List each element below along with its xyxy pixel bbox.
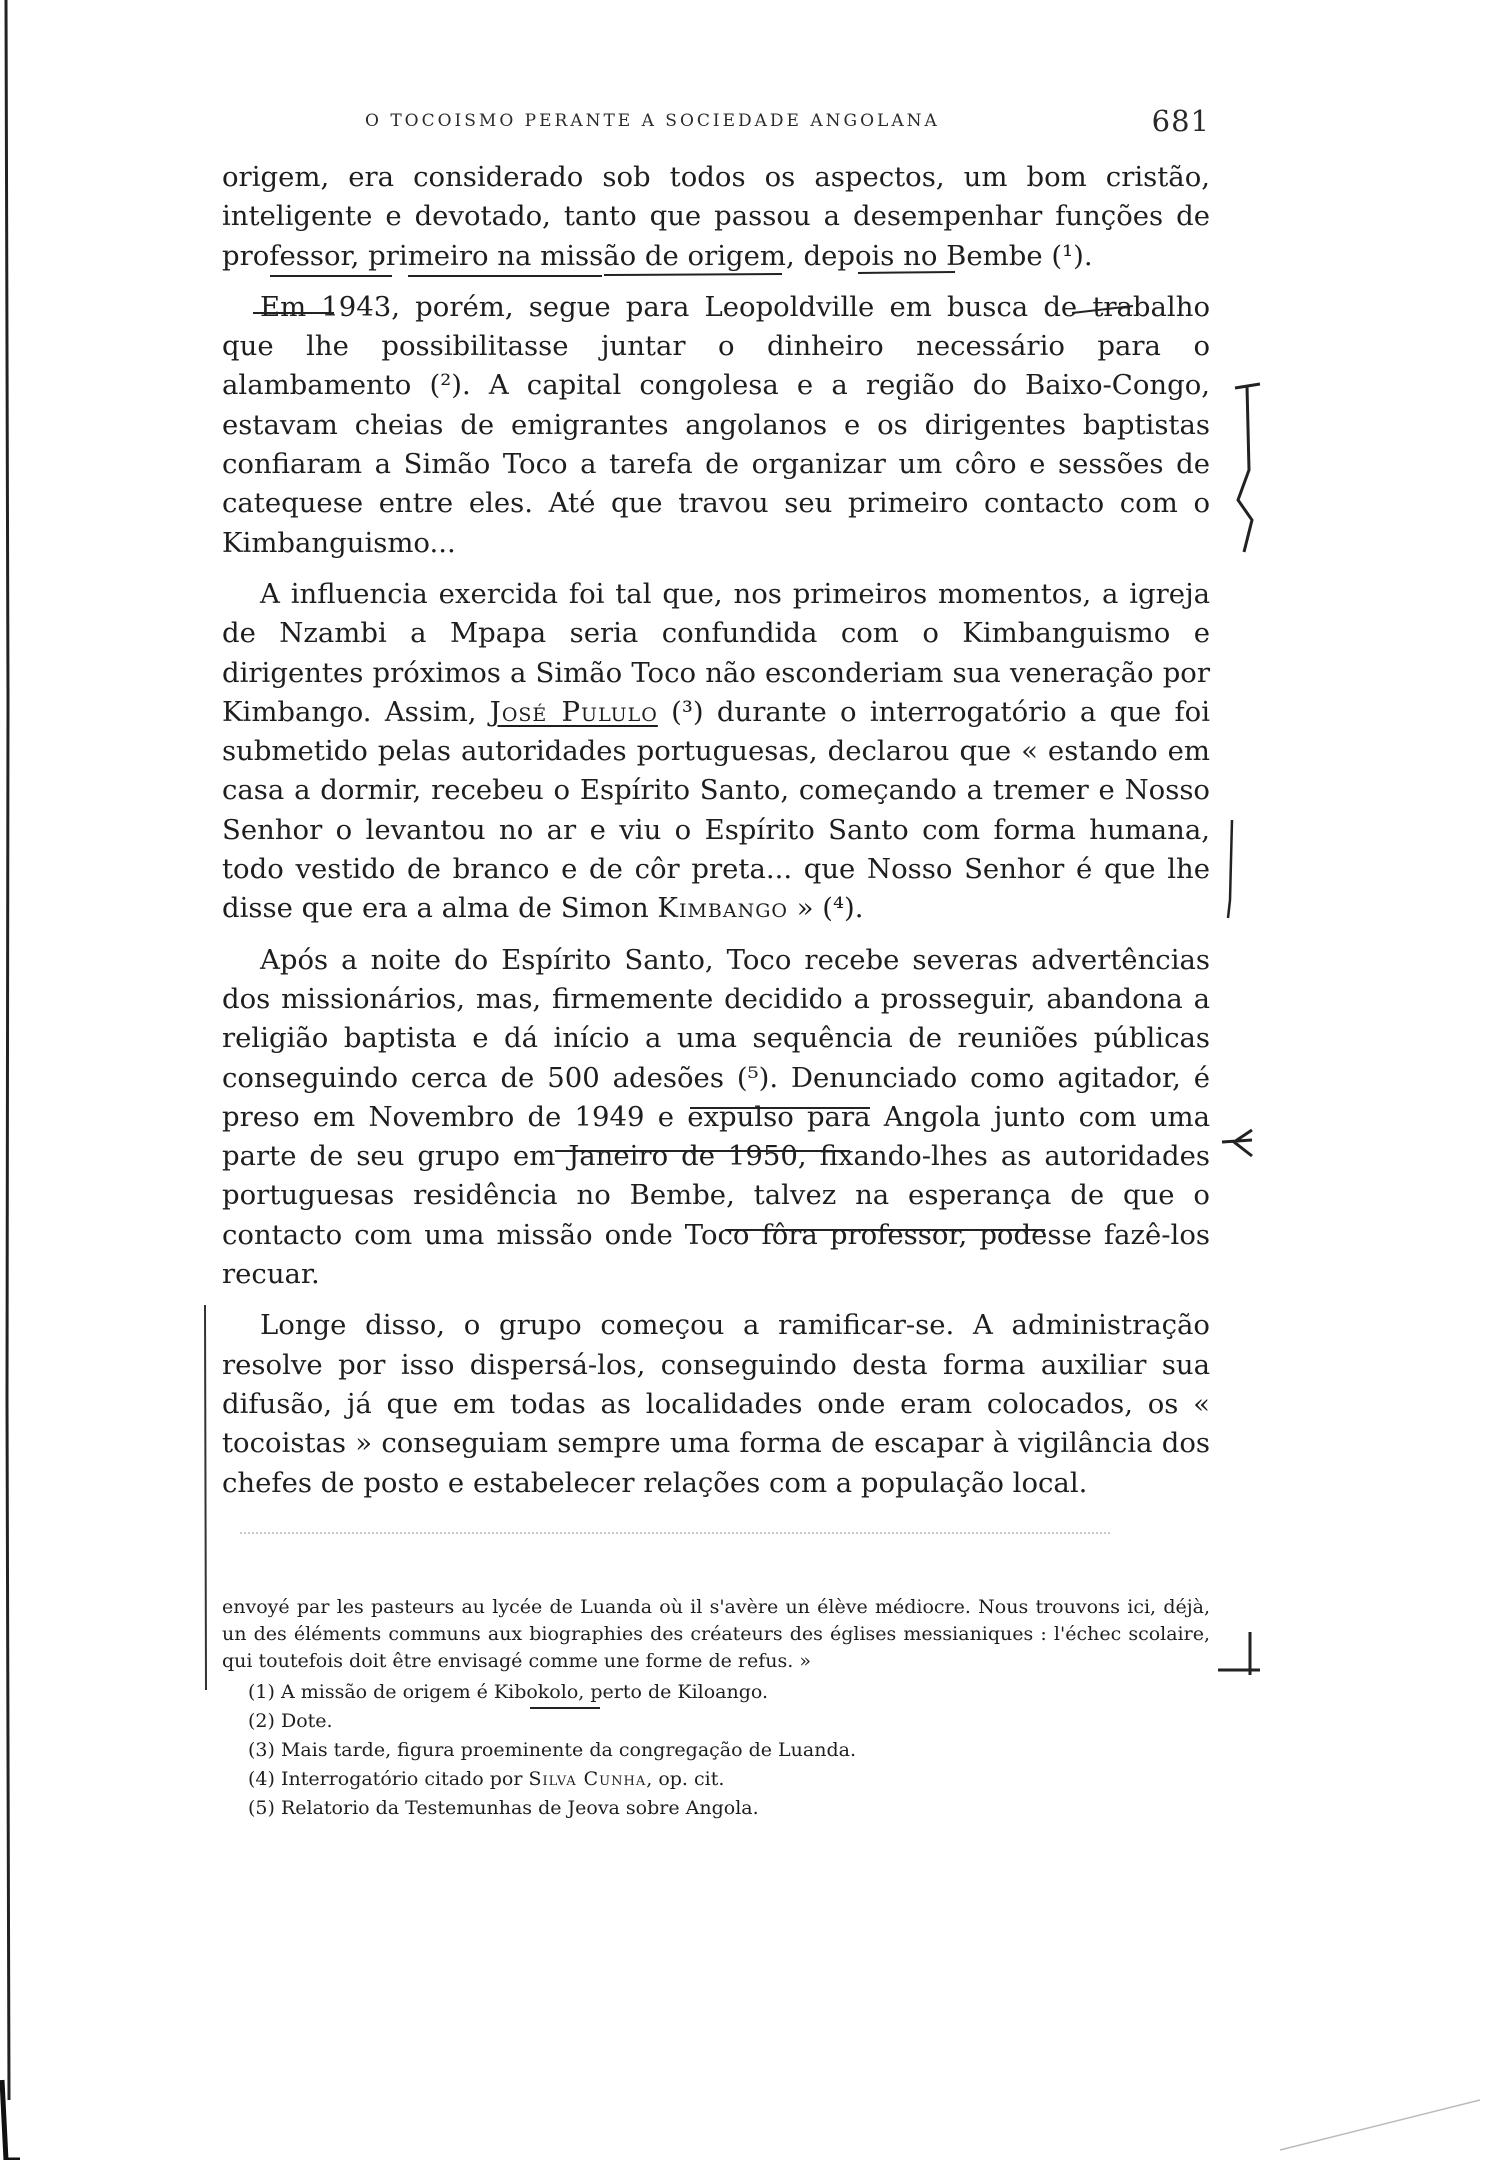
footnote-5 <box>248 1795 1210 1822</box>
paragraph-3-text-b: (³) durante o interrogatório a que foi submetido pelas autoridades portuguesas, declarou que « estando em casa a dormir, recebeu o Espírito Santo, começando a tremer e Nosso Senhor o levantou no ar e viu o Espírito Santo com forma humana, todo vestido de branco e de côr preta... que Nosso Senhor é que lhe disse que era a alma de Simon <box>222 695 1210 925</box>
footnote-number: (2) <box>248 1710 275 1732</box>
footnote-2 <box>248 1708 1210 1735</box>
paragraph-2: Em 1943, porém, segue para Leopoldville em busca de trabalho que lhe possibilitasse juntar o dinheiro necessário para o alambamento (²). A capital congolesa e a região do Baixo-Congo, estavam cheias de emigrantes angolanos e os dirigentes baptistas confiaram a Simão Toco a tarefa de organizar um côro e sessões de catequese entre eles. Até que travou seu primeiro contacto com o Kimbanguismo... <box>222 290 1210 559</box>
margin-bracket-mark <box>205 1305 206 1690</box>
margin-bracket-mark <box>1235 384 1260 552</box>
scan-edge-line <box>1280 2100 1480 2150</box>
footnote-text: Mais tarde, figura proeminente da congregação de Luanda. <box>280 1739 856 1761</box>
footnote-text: A missão de origem é Kibokolo, perto de Kiloango. <box>280 1681 769 1703</box>
footnote-1 <box>248 1679 1210 1706</box>
footnote-3 <box>248 1737 1210 1764</box>
person-name-kimbango: Kimbango <box>657 892 788 925</box>
margin-bracket-mark <box>1228 820 1232 918</box>
margin-arrow-mark <box>1218 1632 1260 1675</box>
footnote-number: (5) <box>248 1797 275 1819</box>
binding-edge-line <box>6 0 9 2100</box>
footnote-continuation: envoyé par les pasteurs au lycée de Luanda où il s'avère un élève médiocre. Nous trouvons ici, déjà, un des éléments communs aux biographies des créateurs des églises messianiques : l'échec scolaire, qui toutefois doit être envisagé comme une forme de refus. » <box>222 1596 1210 1672</box>
footnote-4 <box>248 1766 1210 1793</box>
footnote-text: Dote. <box>280 1710 333 1732</box>
footnote-author: Silva Cunha <box>528 1768 647 1790</box>
binding-edge-shadow <box>2 2080 20 2160</box>
footnote-number: (3) <box>248 1739 275 1761</box>
paragraph-3-text-a: A influencia exercida foi tal que, nos primeiros momentos, a igreja de Nzambi a Mpapa seria confundida com o Kimbanguismo e dirigentes próximos a Simão Toco não esconderiam sua veneração por Kimbango. Assim, <box>222 577 1210 728</box>
person-name-pululo: José Pululo <box>489 695 658 728</box>
paragraph-1: origem, era considerado sob todos os aspectos, um bom cristão, inteligente e devotado, tanto que passou a desempenhar funções de professor, primeiro na missão de origem, depois no Bembe (¹). <box>222 161 1210 272</box>
footnote-separator <box>240 1532 1110 1534</box>
main-text <box>222 158 1210 1515</box>
paragraph-5: Longe disso, o grupo começou a ramificar-se. A administração resolve por isso dispersá-los, conseguindo desta forma auxiliar sua difusão, já que em todas as localidades onde eram colocados, os « tocoistas » conseguiam sempre uma forma de escapar à vigilância dos chefes de posto e estabelecer relações com a população local. <box>222 1309 1210 1499</box>
paragraph-3 <box>222 575 1210 929</box>
page-number: 681 <box>1151 104 1210 138</box>
running-head <box>365 104 1210 138</box>
footnote-text: , op. cit. <box>646 1768 725 1790</box>
footnote-text: Relatorio da Testemunhas de Jeova sobre Angola. <box>280 1797 759 1819</box>
footnote-text: Interrogatório citado por <box>280 1768 529 1790</box>
footnote-number: (4) <box>248 1768 275 1790</box>
footnotes <box>222 1594 1210 1824</box>
margin-arrow-mark <box>1222 1130 1252 1156</box>
paragraph-3-text-c: » (⁴). <box>788 892 864 925</box>
running-title: O TOCOISMO PERANTE A SOCIEDADE ANGOLANA <box>365 111 940 131</box>
paragraph-4: Após a noite do Espírito Santo, Toco recebe severas advertências dos missionários, mas, firmemente decidido a prosseguir, abandona a religião baptista e dá início a uma sequência de reuniões públicas conseguindo cerca de 500 adesões (⁵). Denunciado como agitador, é preso em Novembro de 1949 e expulso para Angola junto com uma parte de seu grupo em Janeiro de 1950, fixando-lhes as autoridades portuguesas residência no Bembe, talvez na esperança de que o contacto com uma missão onde Toco fôra professor, podesse fazê-los recuar. <box>222 943 1210 1291</box>
footnote-number: (1) <box>248 1681 275 1703</box>
